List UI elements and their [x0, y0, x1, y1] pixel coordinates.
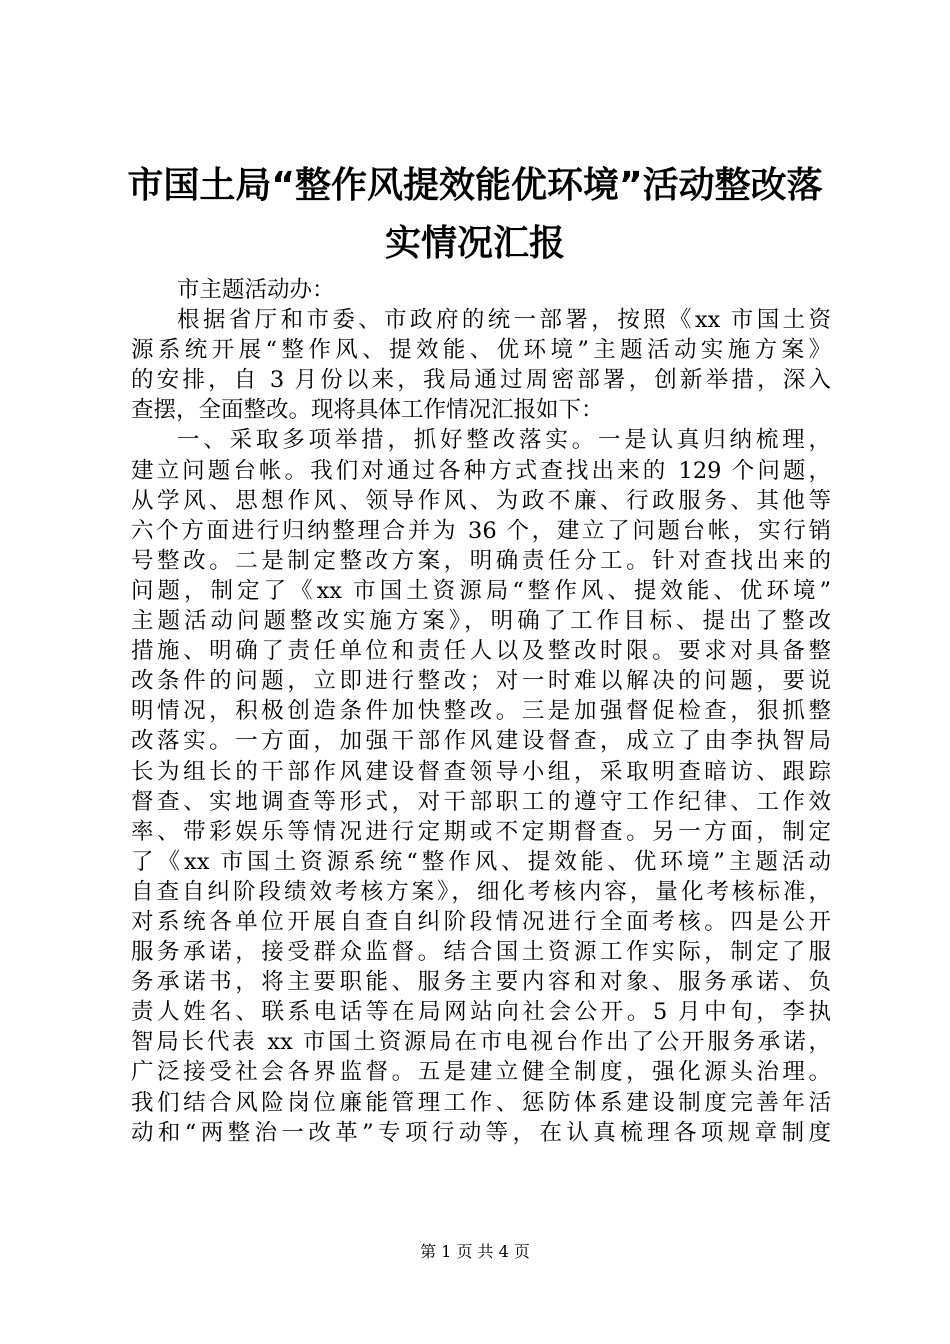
paragraph-line: 我们结合风险岗位廉能管理工作、惩防体系建设制度完善年活	[131, 1089, 831, 1116]
paragraph-line: 智局长代表 xx 市国土资源局在市电视台作出了公开服务承诺，	[131, 1029, 831, 1056]
paragraph-line: 源系统开展“整作风、提效能、优环境”主题活动实施方案》	[131, 337, 831, 364]
paragraph-line: 长为组长的干部作风建设督查领导小组，采取明查暗访、跟踪	[131, 758, 831, 785]
paragraph-line: 明情况，积极创造条件加快整改。三是加强督促检查，狠抓整	[131, 698, 831, 725]
document-title-line-2: 实情况汇报	[384, 223, 565, 264]
paragraph-line: 责人姓名、联系电话等在局网站向社会公开。5 月中旬，李执	[131, 999, 831, 1026]
document-title-line-1: 市国土局“整作风提效能优环境”活动整改落	[127, 165, 823, 206]
paragraph-line: 号整改。二是制定整改方案，明确责任分工。针对查找出来的	[131, 547, 831, 574]
paragraph-line: 了《xx 市国土资源系统“整作风、提效能、优环境”主题活动	[131, 848, 831, 875]
paragraph-line: 改落实。一方面，加强干部作风建设督查，成立了由李执智局	[131, 728, 831, 755]
paragraph-line: 自查自纠阶段绩效考核方案》，细化考核内容，量化考核标准，	[131, 878, 831, 905]
paragraph-line: 六个方面进行归纳整理合并为 36 个，建立了问题台帐，实行销	[131, 517, 831, 544]
paragraph-line: 服务承诺，接受群众监督。结合国土资源工作实际，制定了服	[131, 939, 831, 966]
paragraph-line: 的安排，自 3 月份以来，我局通过周密部署，创新举措，深入	[131, 367, 831, 394]
paragraph-line: 动和“两整治一改革”专项行动等，在认真梳理各项规章制度	[131, 1119, 831, 1146]
document-body	[131, 275, 831, 1148]
paragraph-line: 问题，制定了《xx 市国土资源局“整作风、提效能、优环境”	[131, 577, 831, 604]
paragraph-line: 建立问题台帐。我们对通过各种方式查找出来的 129 个问题，	[131, 457, 831, 484]
paragraph-line: 查摆，全面整改。现将具体工作情况汇报如下：	[131, 397, 604, 424]
paragraph-line: 率、带彩娱乐等情况进行定期或不定期督查。另一方面，制定	[131, 818, 831, 845]
paragraph-line: 改条件的问题，立即进行整改；对一时难以解决的问题，要说	[131, 668, 831, 695]
paragraph-line: 一、采取多项举措，抓好整改落实。一是认真归纳梳理，	[177, 427, 831, 454]
paragraph-line: 务承诺书，将主要职能、服务主要内容和对象、服务承诺、负	[131, 969, 831, 996]
paragraph-line: 督查、实地调查等形式，对干部职工的遵守工作纪律、工作效	[131, 788, 831, 815]
paragraph-line: 措施、明确了责任单位和责任人以及整改时限。要求对具备整	[131, 638, 831, 665]
paragraph-line: 主题活动问题整改实施方案》，明确了工作目标、提出了整改	[131, 608, 831, 635]
page-number-footer: 第 1 页 共 4 页	[420, 1242, 530, 1261]
paragraph-line: 根据省厅和市委、市政府的统一部署，按照《xx 市国土资	[177, 307, 831, 334]
salutation-line: 市主题活动办：	[177, 277, 335, 303]
paragraph-line: 从学风、思想作风、领导作风、为政不廉、行政服务、其他等	[131, 487, 831, 514]
paragraph-line: 广泛接受社会各界监督。五是建立健全制度，强化源头治理。	[131, 1059, 831, 1086]
paragraph-line: 对系统各单位开展自查自纠阶段情况进行全面考核。四是公开	[131, 908, 831, 935]
